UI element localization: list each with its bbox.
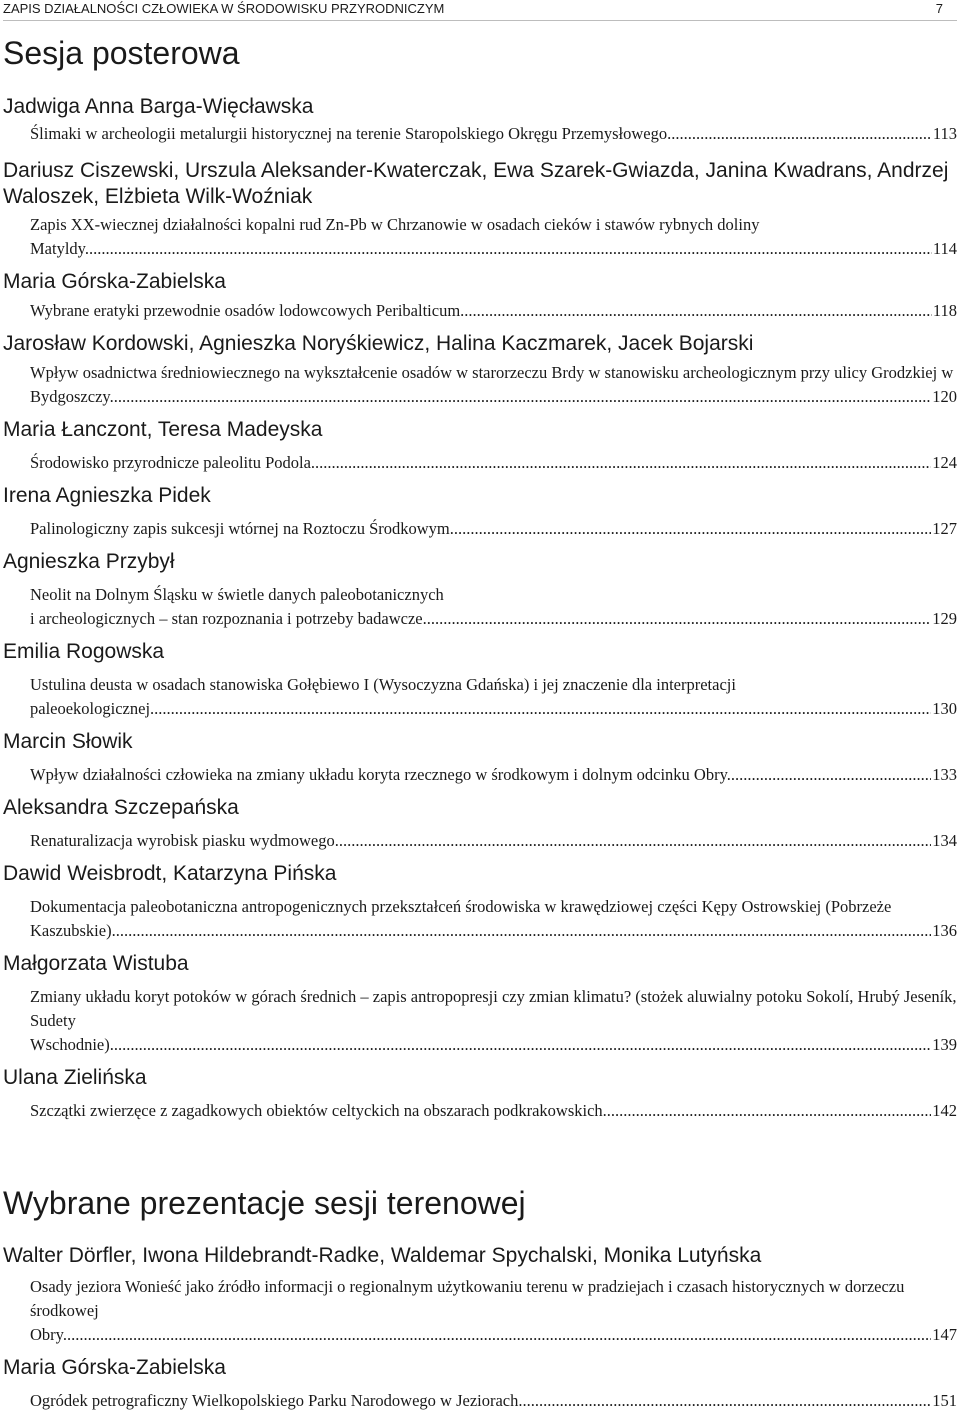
toc-entry [3, 795, 957, 853]
dot-leader [63, 1325, 957, 1344]
toc-entry [3, 1065, 957, 1123]
entry-work [30, 451, 957, 475]
entry-page: 129 [931, 607, 957, 631]
toc-entry [3, 861, 957, 943]
entry-work [30, 122, 957, 146]
entry-work-title: Ustulina deusta w osadach stanowiska Gołębiewo I (Wysoczyzna Gdańska) i jej znaczenie dla interpretacji paleoekologicznej [30, 675, 736, 718]
dot-leader [85, 239, 957, 258]
entry-authors: Dariusz Ciszewski, Urszula Aleksander-Kwaterczak, Ewa Szarek-Gwiazda, Janina Kwadrans, Andrzej Waloszek, Elżbieta Wilk-Woźniak [3, 159, 949, 208]
page-number: 7 [935, 1, 943, 16]
entry-work-title: Wpływ działalności człowieka na zmiany układu koryta rzecznego w środkowym i dolnym odcinku Obry [30, 765, 727, 784]
dot-leader [460, 301, 957, 320]
dot-leader [110, 387, 957, 406]
entry-authors: Irena Agnieszka Pidek [3, 484, 211, 507]
toc-entry [3, 417, 957, 475]
entry-work-title-line2: i archeologicznych – stan rozpoznania i potrzeby badawcze [30, 609, 423, 628]
entry-authors: Maria Górska-Zabielska [3, 270, 226, 293]
leader-line [30, 1099, 957, 1123]
entry-page: 147 [931, 1323, 957, 1347]
leader-line [30, 122, 957, 146]
dot-leader [727, 765, 957, 784]
toc-entry [3, 951, 957, 1057]
entry-authors: Agnieszka Przybył [3, 550, 175, 573]
dot-leader [311, 453, 957, 472]
dot-leader [150, 699, 957, 718]
entry-work [30, 1275, 957, 1347]
entry-work-title: Renaturalizacja wyrobisk piasku wydmowego [30, 831, 335, 850]
entry-work [30, 583, 957, 631]
entry-work [30, 299, 957, 323]
entry-work [30, 213, 957, 261]
entry-work [30, 1389, 957, 1413]
entry-page: 134 [931, 829, 957, 853]
toc-entry [3, 269, 957, 323]
entry-work [30, 361, 957, 409]
entry-work [30, 673, 957, 721]
entry-page: 113 [932, 122, 957, 146]
dot-leader [423, 609, 957, 628]
dot-leader [603, 1101, 957, 1120]
toc-entry [3, 158, 957, 261]
entry-authors: Ulana Zielińska [3, 1066, 147, 1089]
entry-work-title: Szczątki zwierzęce z zagadkowych obiektów celtyckich na obszarach podkrakowskich [30, 1101, 603, 1120]
running-header [3, 0, 957, 21]
entry-page: 118 [932, 299, 957, 323]
entry-authors: Jadwiga Anna Barga-Więcławska [3, 95, 314, 118]
dot-leader [335, 831, 957, 850]
entry-authors: Dawid Weisbrodt, Katarzyna Pińska [3, 862, 337, 885]
leader-line [30, 1389, 957, 1413]
leader-line [30, 829, 957, 853]
dot-leader [450, 519, 957, 538]
toc-entry [3, 483, 957, 541]
toc-entry [3, 639, 957, 721]
entry-authors: Jarosław Kordowski, Agnieszka Noryśkiewicz, Halina Kaczmarek, Jacek Bojarski [3, 332, 754, 355]
leader-line [30, 517, 957, 541]
entry-authors: Aleksandra Szczepańska [3, 796, 239, 819]
entry-work-title: Palinologiczny zapis sukcesji wtórnej na Roztoczu Środkowym [30, 519, 450, 538]
entry-page: 151 [931, 1389, 957, 1413]
entry-page: 130 [931, 697, 957, 721]
entry-list [3, 94, 957, 1123]
toc-entry [3, 331, 957, 409]
entry-work-title: Zapis XX-wiecznej działalności kopalni rud Zn-Pb w Chrzanowie w osadach cieków i stawów rybnych doliny Matyldy [30, 215, 760, 258]
entry-work [30, 517, 957, 541]
leader-line [30, 299, 957, 323]
toc-entry [3, 1355, 957, 1413]
entry-authors: Emilia Rogowska [3, 640, 165, 663]
entry-work [30, 829, 957, 853]
entry-work-title: Ślimaki w archeologii metalurgii historycznej na terenie Staropolskiego Okręgu Przemysłowego [30, 124, 668, 143]
dot-leader [112, 921, 957, 940]
entry-work [30, 985, 957, 1057]
entry-work-title: Środowisko przyrodnicze paleolitu Podola [30, 453, 311, 472]
entry-work-title: Dokumentacja paleobotaniczna antropogenicznych przekształceń środowiska w krawędziowej części Kępy Ostrowskiej (Pobrzeże Kaszubskie) [30, 897, 892, 940]
entry-page: 136 [931, 919, 957, 943]
entry-authors: Maria Łanczont, Teresa Madeyska [3, 418, 323, 441]
entry-work [30, 763, 957, 787]
entry-work-title: Neolit na Dolnym Śląsku w świetle danych paleobotanicznych [30, 585, 444, 604]
entry-page: 139 [931, 1033, 957, 1057]
toc-entry [3, 549, 957, 631]
section-title: Sesja posterowa [3, 35, 240, 71]
entry-work [30, 1099, 957, 1123]
entry-authors: Małgorzata Wistuba [3, 952, 189, 975]
toc-entry [3, 1243, 957, 1347]
entry-work [30, 895, 957, 943]
toc-entry [3, 729, 957, 787]
leader-line [30, 763, 957, 787]
leader-line [30, 451, 957, 475]
running-header-title: ZAPIS DZIAŁALNOŚCI CZŁOWIEKA W ŚRODOWISKU PRZYRODNICZYM [3, 1, 445, 16]
entry-authors: Walter Dörfler, Iwona Hildebrandt-Radke, Waldemar Spychalski, Monika Lutyńska [3, 1244, 762, 1267]
entry-page: 114 [932, 237, 957, 261]
section-title: Wybrane prezentacje sesji terenowej [3, 1185, 526, 1221]
entry-page: 142 [931, 1099, 957, 1123]
entry-work-title: Osady jeziora Wonieść jako źródło informacji o regionalnym użytkowaniu terenu w pradziejach i czasach historycznych w dorzeczu środkowej Obry [30, 1277, 905, 1344]
entry-work-title: Wybrane eratyki przewodnie osadów lodowcowych Peribalticum [30, 301, 461, 320]
entry-work-title: Wpływ osadnictwa średniowiecznego na wykształcenie osadów w starorzeczu Brdy w stanowisku archeologicznym przy ulicy Grodzkiej w Bydgoszczy [30, 363, 954, 406]
entry-list [3, 1243, 957, 1413]
entry-authors: Marcin Słowik [3, 730, 133, 753]
dot-leader [667, 124, 957, 143]
entry-page: 120 [931, 385, 957, 409]
dot-leader [518, 1391, 957, 1410]
entry-page: 133 [931, 763, 957, 787]
dot-leader [110, 1035, 957, 1054]
entry-page: 127 [931, 517, 957, 541]
entry-authors: Maria Górska-Zabielska [3, 1356, 226, 1379]
leader-line [30, 607, 957, 631]
toc-entry [3, 94, 957, 146]
entry-work-title: Zmiany układu koryt potoków w górach średnich – zapis antropopresji czy zmian klimatu? (stożek aluwialny potoku Sokolí, Hrubý Jeseník, Sudety Wschodnie) [30, 987, 957, 1054]
entry-page: 124 [931, 451, 957, 475]
entry-work-title: Ogródek petrograficzny Wielkopolskiego Parku Narodowego w Jeziorach [30, 1391, 519, 1410]
